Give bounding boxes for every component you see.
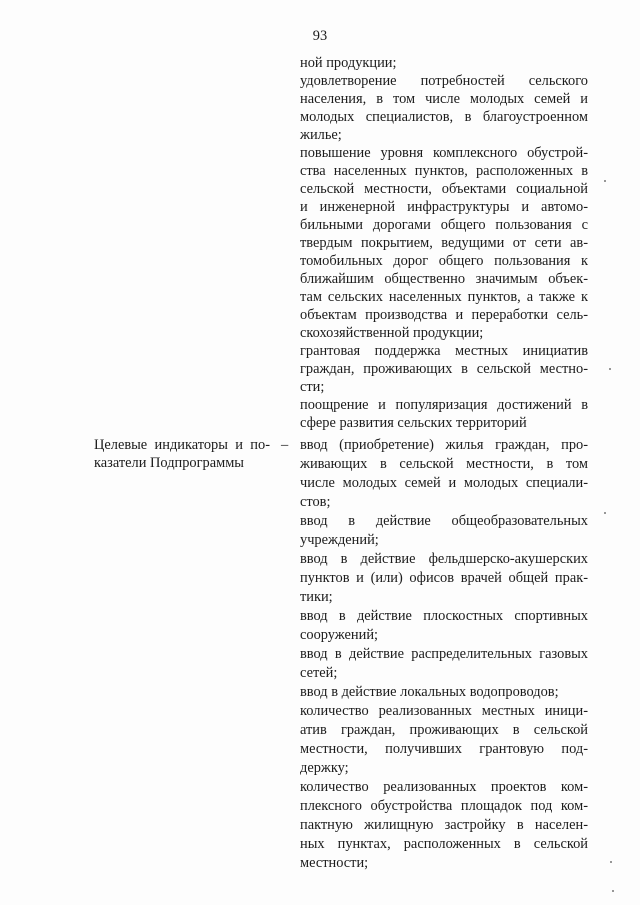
scan-speck [609, 368, 611, 370]
text-line: тики; [300, 589, 333, 605]
text-line: грантовая поддержка местных инициатив [300, 343, 588, 359]
text-line: поощрение и популяризация достижений в [300, 397, 588, 413]
separator-dash: – [281, 437, 289, 453]
text-line: повышение уровня комплексного обустрой- [300, 145, 588, 161]
text-line: ввод (приобретение) жилья граждан, про- [300, 437, 588, 453]
text-line: томобильных дорог общего пользования к [300, 253, 588, 269]
text-line: местности, получивших грантовую под- [300, 741, 588, 757]
scan-speck [610, 861, 612, 863]
label-line: казатели Подпрограммы [94, 455, 244, 471]
text-line: объектам производства и переработки сель- [300, 307, 588, 323]
text-line: стов; [300, 494, 331, 510]
text-line: граждан, проживающих в сельской местно- [300, 361, 588, 377]
text-line: там сельских населенных пунктов, а также к [300, 289, 588, 305]
scan-speck [612, 890, 614, 892]
text-line: сооружений; [300, 627, 379, 643]
text-line: ства населенных пунктов, расположенных в [300, 163, 588, 179]
text-line: и инженерной инфраструктуры и автомо- [300, 199, 588, 215]
text-line: количество реализованных местных иници- [300, 703, 588, 719]
text-line: сти; [300, 379, 325, 395]
text-line: учреждений; [300, 532, 379, 548]
text-line: ввод в действие плоскостных спортивных [300, 608, 588, 624]
text-line: скохозяйственной продукции; [300, 325, 484, 341]
text-line: ввод в действие распределительных газовых [300, 646, 588, 662]
text-line: сетей; [300, 665, 338, 681]
text-line: ных пунктах, расположенных в сельской [300, 836, 588, 852]
scan-speck [604, 180, 606, 182]
text-line: ввод в действие фельдшерско-акушерских [300, 551, 588, 567]
text-line: твердым покрытием, ведущими от сети ав- [300, 235, 588, 251]
text-line: атив граждан, проживающих в сельской [300, 722, 588, 738]
text-line: бильными дорогами общего пользования с [300, 217, 588, 233]
text-line: сельской местности, объектами социальной [300, 181, 588, 197]
text-line: пунктов и (или) офисов врачей общей прак- [300, 570, 588, 586]
text-line: числе молодых семей и молодых специали- [300, 475, 588, 491]
text-line: ной продукции; [300, 55, 397, 71]
text-line: ближайшим общественно значимым объек- [300, 271, 588, 287]
text-line: удовлетворение потребностей сельского [300, 73, 588, 89]
text-line: местности; [300, 855, 369, 871]
text-line: количество реализованных проектов ком- [300, 779, 588, 795]
text-line: жилье; [300, 127, 342, 143]
text-line: живающих в сельской местности, в том [300, 456, 588, 472]
page-number: 93 [312, 28, 328, 44]
scan-speck [604, 512, 606, 514]
text-line: населения, в том числе молодых семей и [300, 91, 588, 107]
text-line: ввод в действие локальных водопроводов; [300, 684, 559, 700]
text-line: сфере развития сельских территорий [300, 415, 527, 431]
text-line: держку; [300, 760, 349, 776]
text-line: ввод в действие общеобразовательных [300, 513, 588, 529]
label-line: Целевые индикаторы и по- [94, 437, 270, 453]
text-line: плексного обустройства площадок под ком- [300, 798, 588, 814]
text-line: молодых специалистов, в благоустроенном [300, 109, 588, 125]
text-line: пактную жилищную застройку в населен- [300, 817, 588, 833]
